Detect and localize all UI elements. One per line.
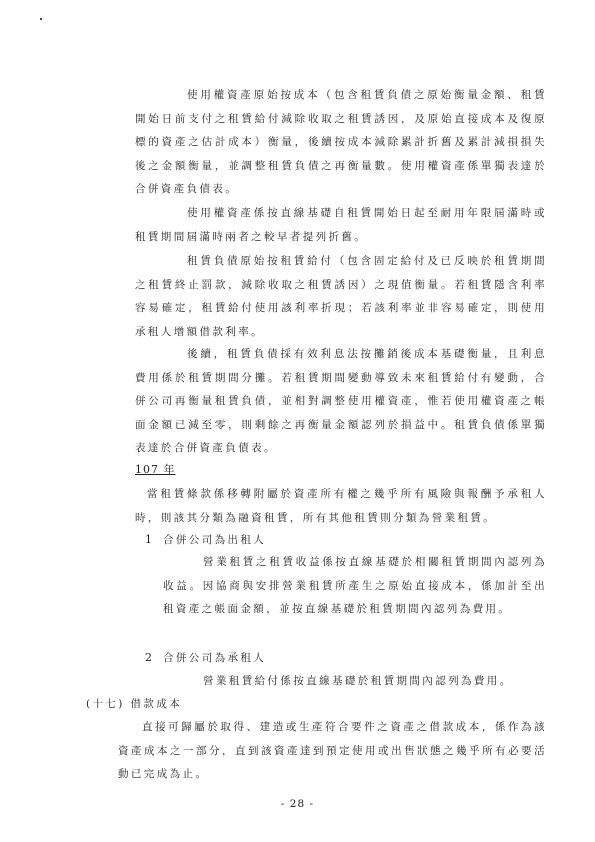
paragraph-text: 使用權資產原始按成本（包含租賃負債之原始衡量金額、租賃開始日前支付之租賃給付減除收取之租賃誘因，及原始直接成本及復原標的資產之估計成本）衡量，後續按成本減除累計折舊及累計減損損失後之金額衡量，並調整租賃負債之再衡量數。使用權資產係單獨表達於合併資產負債表。	[135, 89, 547, 195]
paragraph-text: 當租賃條款係移轉附屬於資產所有權之幾乎所有風險與報酬予承租人時，則該其分類為融資租賃，所有其他租賃則分類為營業租賃。	[135, 488, 547, 524]
list-label-lessor: 合併公司為出租人	[163, 534, 267, 546]
paragraph-text: 租賃負債原始按租賃給付（包含固定給付及已反映於租賃期間之租賃終止罰款，減除收取之租賃誘因）之現值衡量。若租賃隱含利率容易確定，租賃給付使用該利率折現；若該利率並非容易確定，則使用承租人增額借款利率。	[135, 255, 547, 338]
list-label-lessee: 合併公司為承租人	[163, 652, 267, 664]
paragraph-text: 直接可歸屬於取得、建造或生產符合要件之資產之借款成本，係作為該資產成本之一部分，直到該資產達到預定使用或出售狀態之幾乎所有必要活動已完成為止。	[118, 721, 547, 780]
paragraph-lessor	[163, 551, 547, 622]
paragraph-text: 營業租賃給付係按直線基礎於租賃期間內認列為費用。	[203, 675, 513, 687]
paragraph-text: 後續，租賃負債採有效利息法按攤銷後成本基礎衡量，且利息費用係於租賃期間分攤。若租賃期間變動導致未來租賃給付有變動，合併公司再衡量租賃負債，並相對調整使用權資產，惟若使用權資產之帳面金額已減至零，則剩餘之再衡量金額認列於損益中。租賃負債係單獨表達於合併資產負債表。	[135, 348, 547, 454]
paragraph-borrowing-costs	[118, 716, 547, 787]
paragraph-right-of-use-depreciation	[135, 202, 547, 249]
paragraph-lease-liability-initial	[135, 250, 547, 344]
list-number-1: 1	[145, 533, 152, 546]
list-number-2: 2	[145, 651, 152, 664]
year-heading: 107 年	[135, 463, 176, 476]
paragraph-right-of-use-initial	[135, 84, 547, 202]
corner-mark	[40, 18, 42, 20]
heading-borrowing-costs	[86, 692, 182, 714]
paragraph-lessee	[163, 670, 547, 694]
heading-year	[135, 458, 176, 480]
paragraph-lease-classification	[135, 483, 547, 530]
paragraph-text: 營業租賃之租賃收益係按直線基礎於相關租賃期間內認列為收益。因協商與安排營業租賃所產生之原始直接成本，係加計至出租資產之帳面金額，並按直線基礎於租賃期間內認列為費用。	[163, 556, 547, 615]
section-heading: (十七) 借款成本	[86, 698, 183, 710]
page-number: - 28 -	[280, 798, 315, 810]
paragraph-lease-liability-subsequent	[135, 343, 547, 461]
paragraph-text: 使用權資產係按直線基礎自租賃開始日起至耐用年限屆滿時或租賃期間屆滿時兩者之較早者提列折舊。	[135, 207, 547, 243]
